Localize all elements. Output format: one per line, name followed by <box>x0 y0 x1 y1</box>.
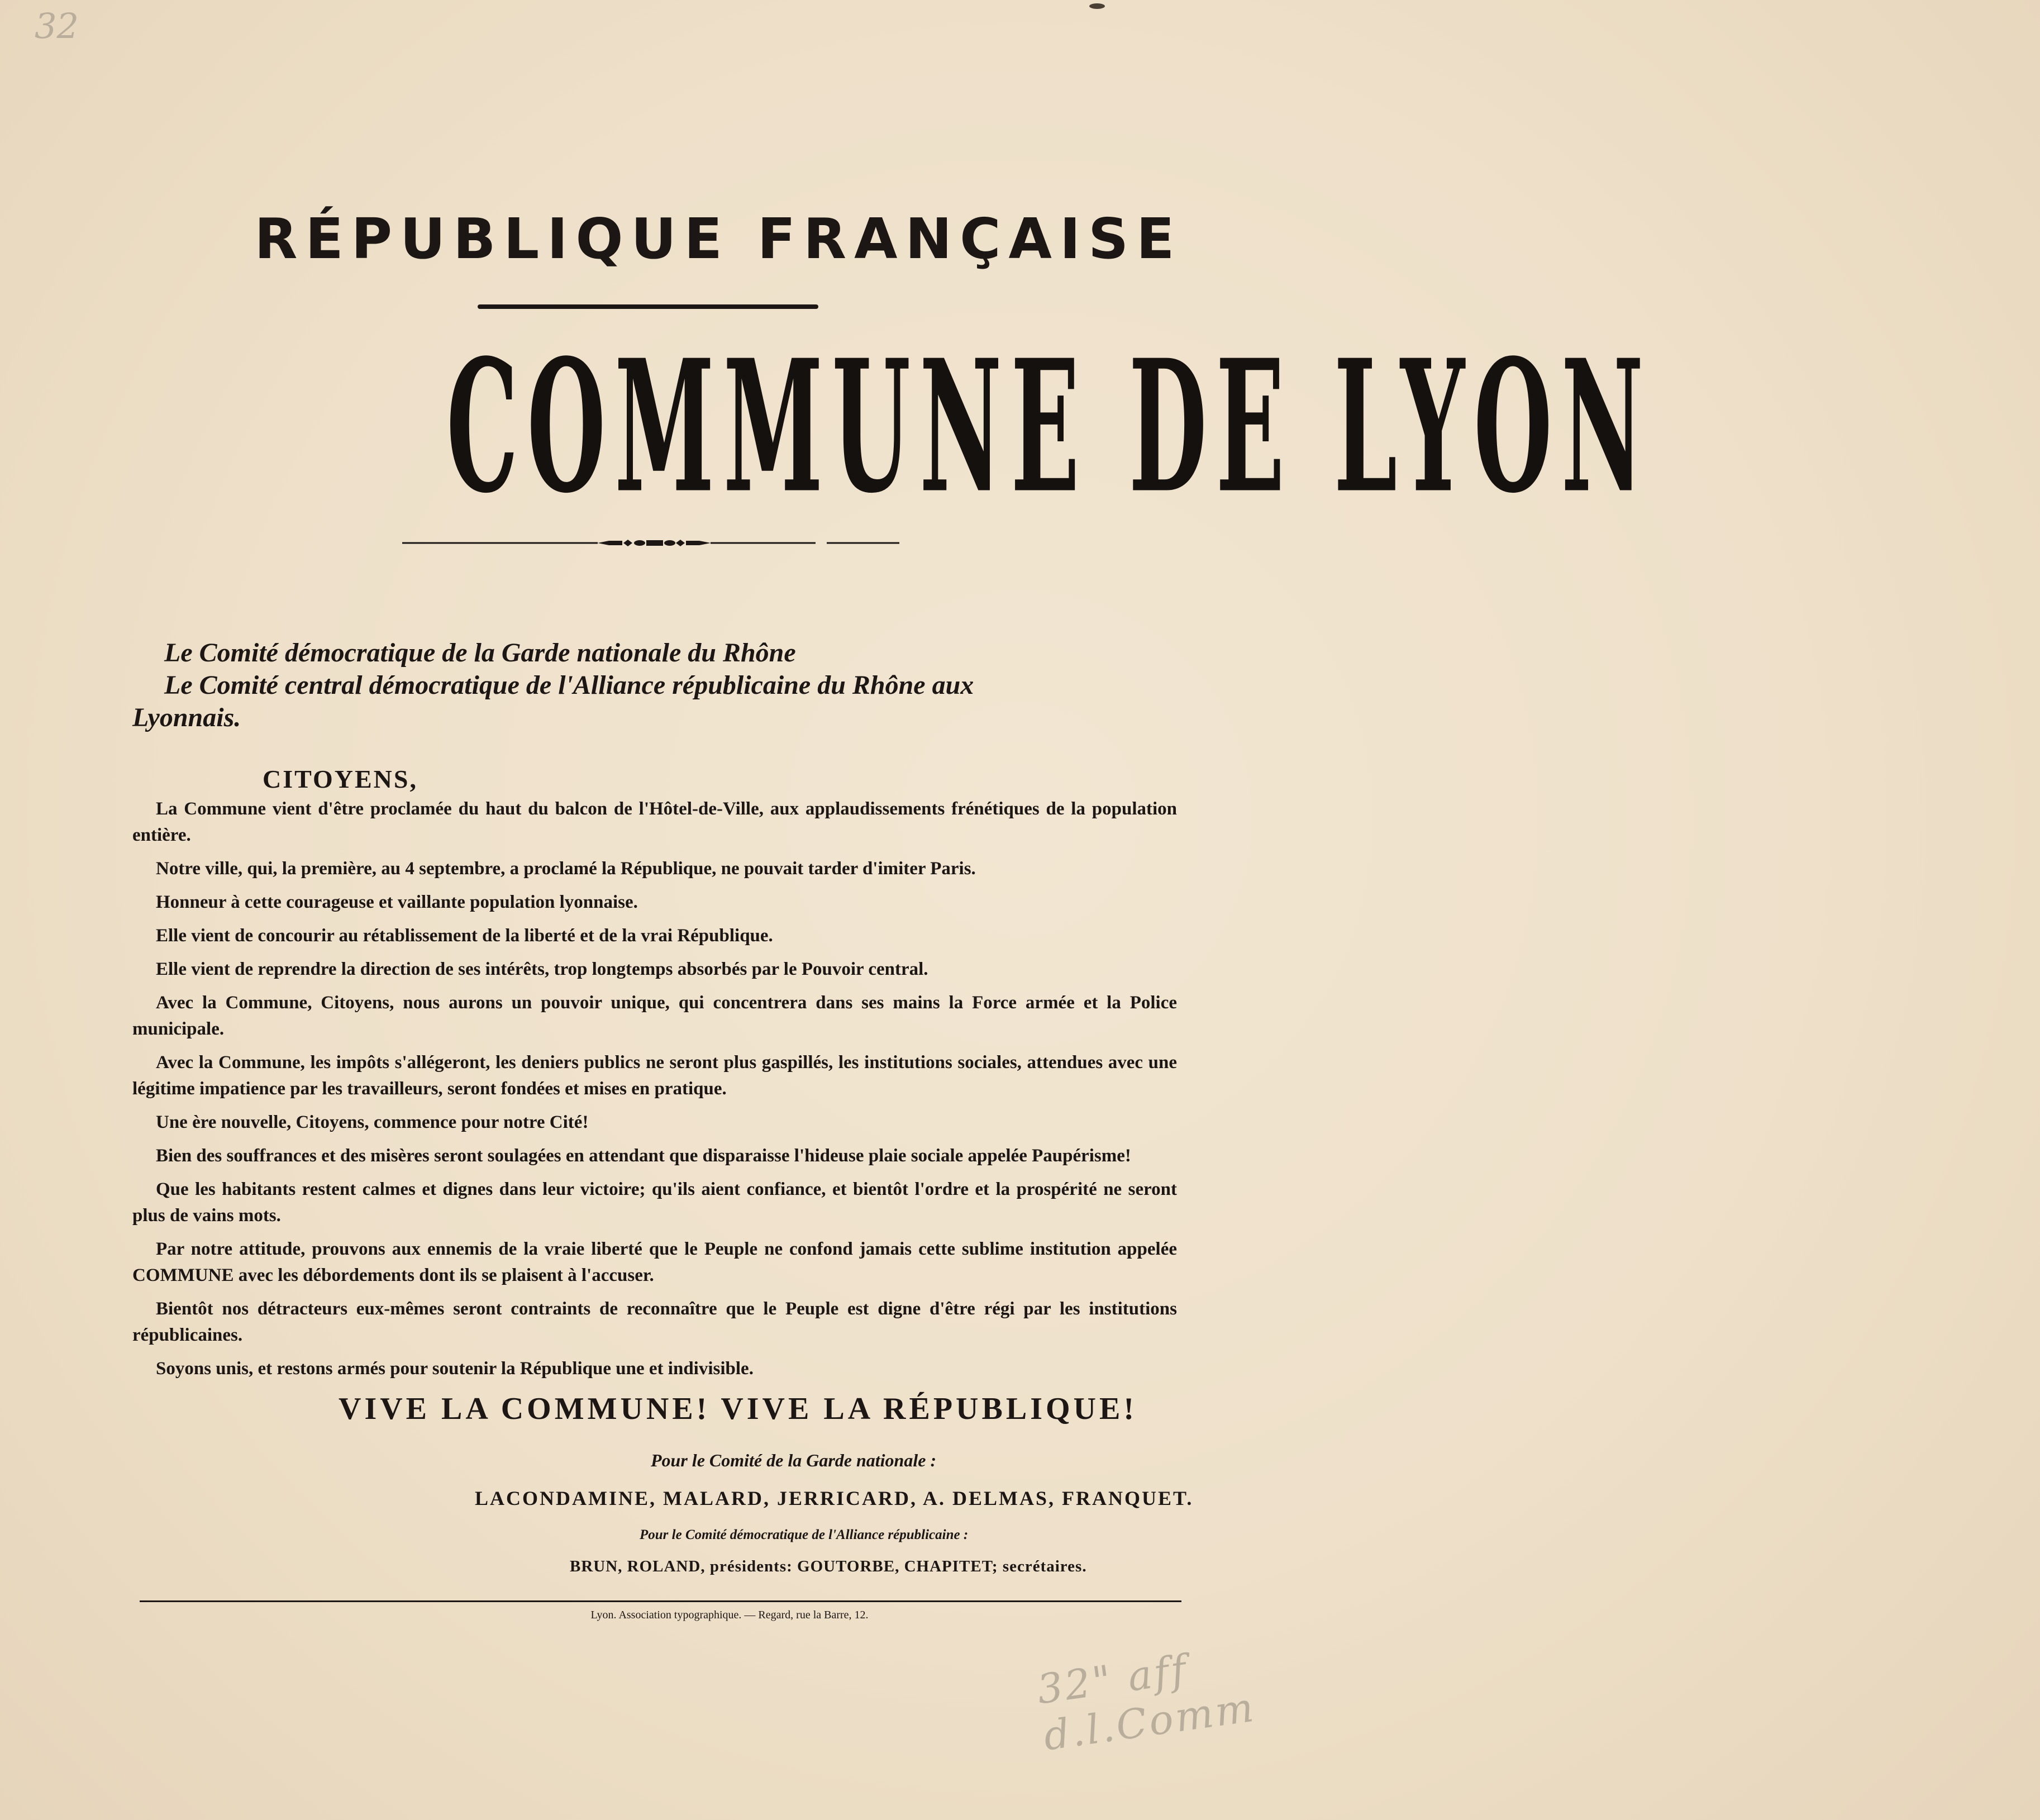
body-paragraph: Avec la Commune, les impôts s'allégeront, les deniers publics ne seront plus gaspillés, les institutions sociales, attendues avec une légitime impatience par les travailleurs, seront fondées et mises en pratique. <box>132 1052 1177 1099</box>
divider-rule <box>478 304 818 309</box>
signature-names-garde: LACONDAMINE, MALARD, JERRICARD, A. DELMAS, FRANQUET. <box>475 1487 1194 1509</box>
salutation: CITOYENS, <box>263 765 418 793</box>
addressee-line-1: Le Comité démocratique de la Garde nationale du Rhône <box>164 638 796 668</box>
closing-slogan: VIVE LA COMMUNE! VIVE LA RÉPUBLIQUE! <box>339 1392 1137 1426</box>
body-paragraph: Avec la Commune, Citoyens, nous aurons un pouvoir unique, qui concentrera dans ses mains la Force armée et la Police municipale. <box>132 993 1177 1039</box>
body-paragraph: Soyons unis, et restons armés pour soutenir la République une et indivisible. <box>156 1359 754 1379</box>
poster-title-text: COMMUNE DE LYON <box>446 320 1653 533</box>
ornamental-divider <box>402 539 899 547</box>
printer-imprint: Lyon. Association typographique. — Regard, rue la Barre, 12. <box>590 1609 869 1621</box>
addressee-line-2: Le Comité central démocratique de l'Alliance républicaine du Rhône aux <box>164 670 974 700</box>
header-republique: RÉPUBLIQUE FRANÇAISE <box>254 206 1183 271</box>
pencil-archive-note: 32" aff d.l.Comm <box>1034 1645 1259 1760</box>
pencil-page-number: 32 <box>35 6 79 46</box>
body-paragraph: Bien des souffrances et des misères seront soulagées en attendant que disparaisse l'hideuse plaie sociale appelée Paupérisme! <box>156 1146 1131 1166</box>
body-paragraph: Elle vient de reprendre la direction de ses intérêts, trop longtemps absorbés par le Pouvoir central. <box>156 959 928 979</box>
signature-names-alliance: BRUN, ROLAND, présidents: GOUTORBE, CHAPITET; secrétaires. <box>570 1557 1087 1575</box>
pin-mark <box>1089 3 1105 9</box>
body-paragraph: Bientôt nos détracteurs eux-mêmes seront contraints de reconnaître que le Peuple est digne d'être régi par les institutions républicaines. <box>132 1299 1177 1345</box>
proclamation-body <box>132 796 1177 1389</box>
body-paragraph: La Commune vient d'être proclamée du haut du balcon de l'Hôtel-de-Ville, aux applaudissements frénétiques de la population entière. <box>132 799 1177 845</box>
body-paragraph: Notre ville, qui, la première, au 4 septembre, a proclamé la République, ne pouvait tarder d'imiter Paris. <box>156 859 976 879</box>
body-paragraph: Honneur à cette courageuse et vaillante population lyonnaise. <box>156 892 638 912</box>
signature-label-alliance: Pour le Comité démocratique de l'Alliance républicaine : <box>640 1527 969 1542</box>
footer-rule <box>140 1600 1181 1602</box>
poster-title <box>0 320 1653 568</box>
addressee-block <box>132 637 1205 734</box>
addressee-line-3: Lyonnais. <box>132 703 241 732</box>
body-paragraph: Elle vient de concourir au rétablissement de la liberté et de la vrai République. <box>156 926 773 946</box>
body-paragraph: Que les habitants restent calmes et dignes dans leur victoire; qu'ils aient confiance, et bientôt l'ordre et la prospérité ne seront plus de vains mots. <box>132 1179 1177 1226</box>
body-paragraph: Par notre attitude, prouvons aux ennemis de la vraie liberté que le Peuple ne confond jamais cette sublime institution appelée COMMUNE avec les débordements dont ils se plaisent à l'accuser. <box>132 1239 1177 1285</box>
body-paragraph: Une ère nouvelle, Citoyens, commence pour notre Cité! <box>156 1112 589 1132</box>
signature-label-garde: Pour le Comité de la Garde nationale : <box>651 1450 937 1470</box>
